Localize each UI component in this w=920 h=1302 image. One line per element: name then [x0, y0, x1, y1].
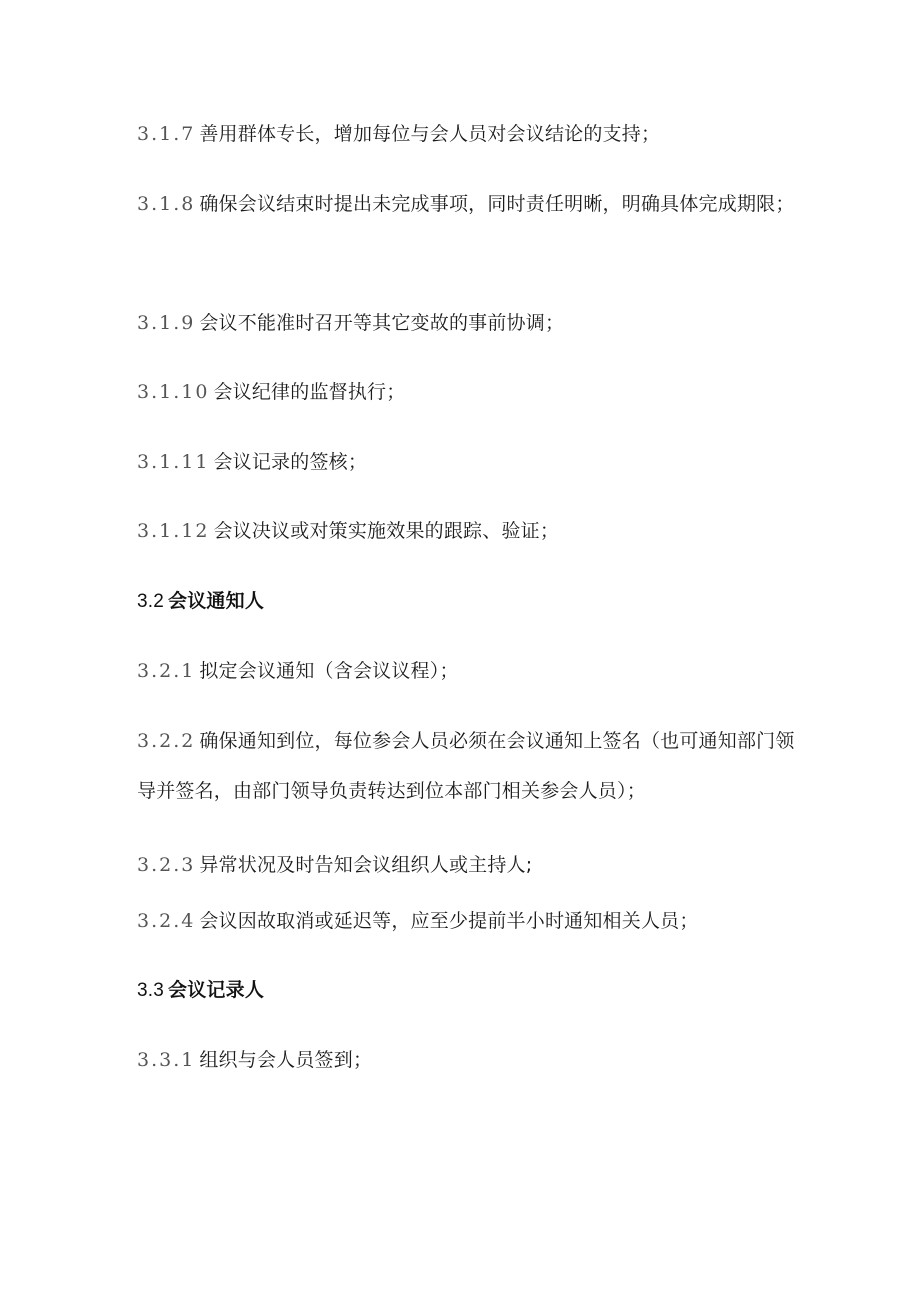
list-item [137, 179, 797, 229]
item-number: 3.1.11 [137, 451, 210, 473]
item-number: 3.2.1 [137, 660, 196, 682]
item-text: 拟定会议通知（含会议议程）； [199, 660, 459, 682]
item-text: 组织与会人员签到； [199, 1049, 373, 1071]
item-number: 3.2.2 [137, 730, 196, 752]
list-item [137, 506, 797, 556]
section-heading [137, 576, 797, 627]
list-item [137, 437, 797, 487]
heading-number: 3.2 [137, 591, 165, 612]
list-item [137, 840, 797, 890]
item-text: 异常状况及时告知会议组织人或主持人; [199, 854, 533, 876]
item-text: 善用群体专长，增加每位与会人员对会议结论的支持； [199, 123, 661, 145]
list-item [137, 1035, 797, 1085]
heading-text: 会议记录人 [168, 979, 265, 1001]
item-number: 3.2.4 [137, 910, 196, 932]
item-text: 会议决议或对策实施效果的跟踪、验证； [213, 520, 560, 542]
heading-number: 3.3 [137, 980, 165, 1001]
heading-text: 会议通知人 [168, 590, 265, 612]
list-item [137, 646, 797, 696]
item-number: 3.1.10 [137, 381, 210, 403]
list-item [137, 896, 797, 946]
list-item [137, 109, 797, 159]
item-text: 会议因故取消或延迟等，应至少提前半小时通知相关人员； [199, 910, 699, 932]
item-number: 3.1.9 [137, 312, 196, 334]
item-number: 3.1.12 [137, 520, 210, 542]
item-text: 会议不能准时召开等其它变故的事前协调； [199, 312, 565, 334]
item-number: 3.1.8 [137, 193, 196, 215]
item-text: 确保会议结束时提出未完成事项，同时责任明晰，明确具体完成期限； [199, 193, 795, 215]
list-item [137, 298, 797, 348]
item-text: 会议纪律的监督执行； [213, 381, 406, 403]
item-number: 3.1.7 [137, 123, 196, 145]
item-number: 3.2.3 [137, 854, 196, 876]
item-text: 确保通知到位，每位参会人员必须在会议通知上签名（也可通知部门领导并签名，由部门领导负责转达到位本部门相关参会人员）； [137, 730, 795, 802]
item-number: 3.3.1 [137, 1049, 196, 1071]
item-text: 会议记录的签核； [213, 451, 368, 473]
list-item [137, 367, 797, 417]
section-heading [137, 965, 797, 1016]
list-item [137, 716, 797, 816]
